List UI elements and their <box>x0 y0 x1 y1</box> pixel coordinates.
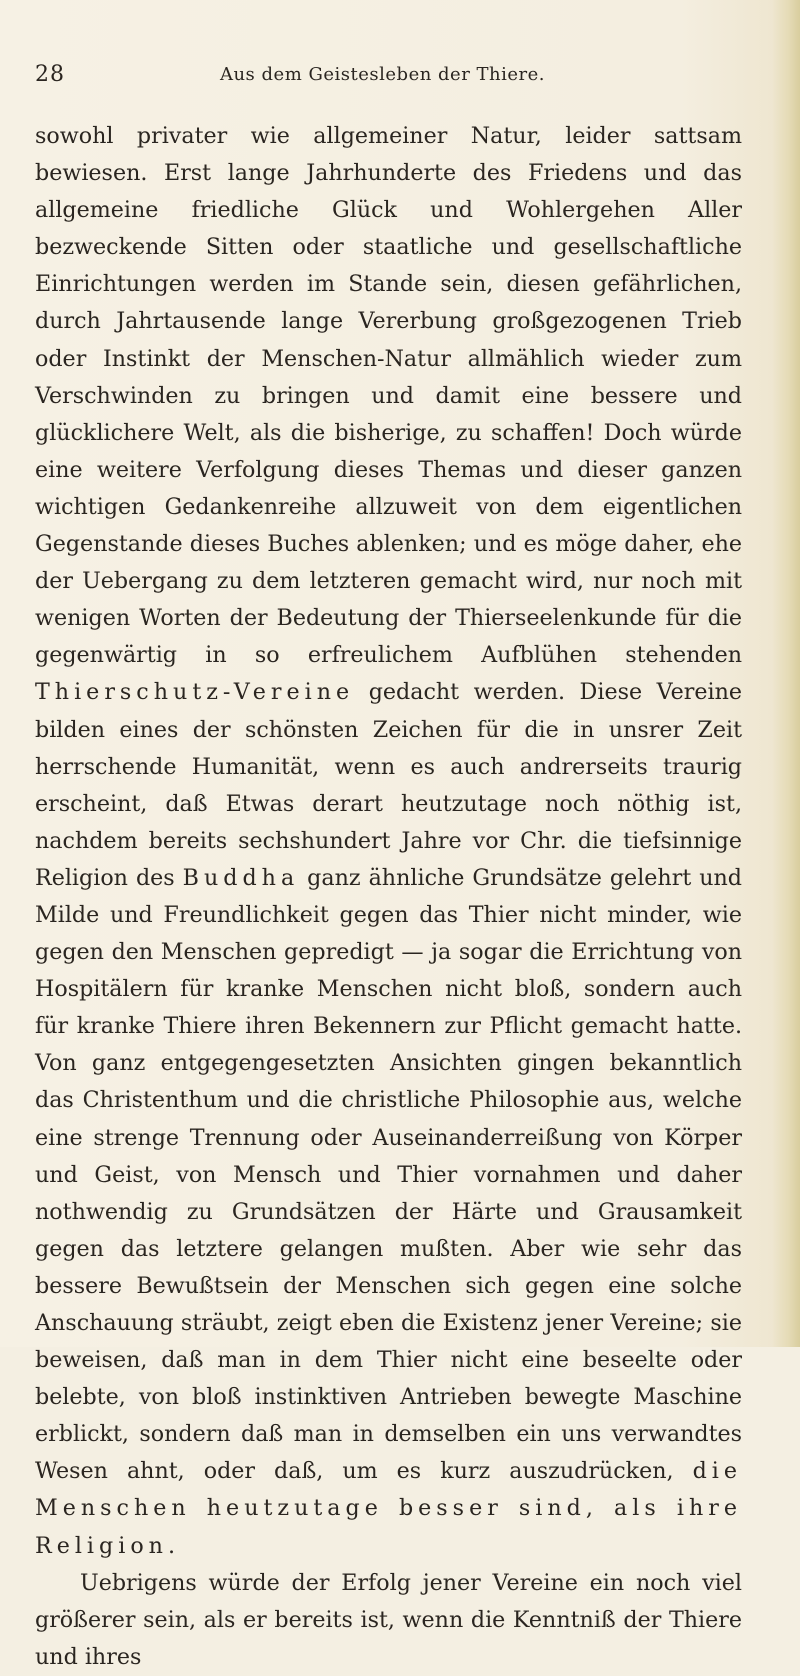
body-text <box>35 118 742 1676</box>
emphasized-term: Buddha <box>182 864 300 891</box>
text-segment: ganz ähnliche Grundsätze gelehrt und Milde und Freundlichkeit gegen das Thier nicht minder, wie gegen den Menschen gepredigt — ja sogar die Errichtung von Hospitälern für kranke Menschen nicht bloß, sondern auch für kranke Thiere ihren Bekennern zur Pflicht gemacht hatte. Von ganz entgegengesetzten Ansichten gingen bekanntlich das Christenthum und die christliche Philosophie aus, welche eine strenge Trennung oder Auseinanderreißung von Körper und Geist, von Mensch und Thier vornahmen und daher nothwendig zu Grundsätzen der Härte und Grausamkeit gegen das letztere gelangen mußten. Aber wie sehr das bessere Bewußtsein der Menschen sich gegen eine solche Anschauung sträubt, zeigt eben die Existenz jener Vereine; sie beweisen, daß man in dem Thier nicht eine beseelte oder belebte, von bloß instinktiven Antrieben bewegte Maschine erblickt, sondern daß man in demselben ein uns verwandtes Wesen ahnt, oder daß, um es kurz auszudrücken, <box>35 864 742 1485</box>
page-number: 28 <box>35 62 65 87</box>
emphasized-term: die Menschen heutzutage besser sind, als ihre Religion. <box>35 1458 742 1559</box>
paragraph <box>35 118 742 1565</box>
running-title: Aus dem Geistesleben der Thiere. <box>219 64 546 85</box>
page-edge-shadow <box>772 0 800 1347</box>
text-segment: Uebrigens würde der Erfolg jener Vereine ein noch viel größerer sein, als er bereits ist, wenn die Kenntniß der Thiere und ihres <box>35 1569 742 1670</box>
paragraph <box>35 1565 742 1676</box>
page-header <box>35 62 730 96</box>
text-segment: sowohl privater wie allgemeiner Natur, leider sattsam bewiesen. Erst lange Jahrhunderte des Friedens und das allgemeine friedliche Glück und Wohlergehen Aller bezweckende Sitten oder staatliche und gesellschaftliche Einrichtungen werden im Stande sein, diesen gefährlichen, durch Jahrtausende lange Vererbung großgezogenen Trieb oder Instinkt der Menschen-Natur allmählich wieder zum Verschwinden zu bringen und damit eine bessere und glücklichere Welt, als die bisherige, zu schaffen! Doch würde eine weitere Verfolgung dieses Themas und dieser ganzen wichtigen Gedankenreihe allzuweit von dem eigentlichen Gegenstande dieses Buches ablenken; und es möge daher, ehe der Uebergang zu dem letzteren gemacht wird, nur noch mit wenigen Worten der Bedeutung der Thierseelenkunde für die gegenwärtig in so erfreulichem Aufblühen stehenden <box>35 123 742 669</box>
text-segment: gedacht werden. Diese Vereine bilden eines der schönsten Zeichen für die in unsrer Zeit herrschende Humanität, wenn es auch andrerseits traurig erscheint, daß Etwas derart heutzutage noch nöthig ist, nachdem bereits sechshundert Jahre vor Chr. die tiefsinnige Religion des <box>35 679 742 891</box>
emphasized-term: Thierschutz-Vereine <box>35 679 355 706</box>
